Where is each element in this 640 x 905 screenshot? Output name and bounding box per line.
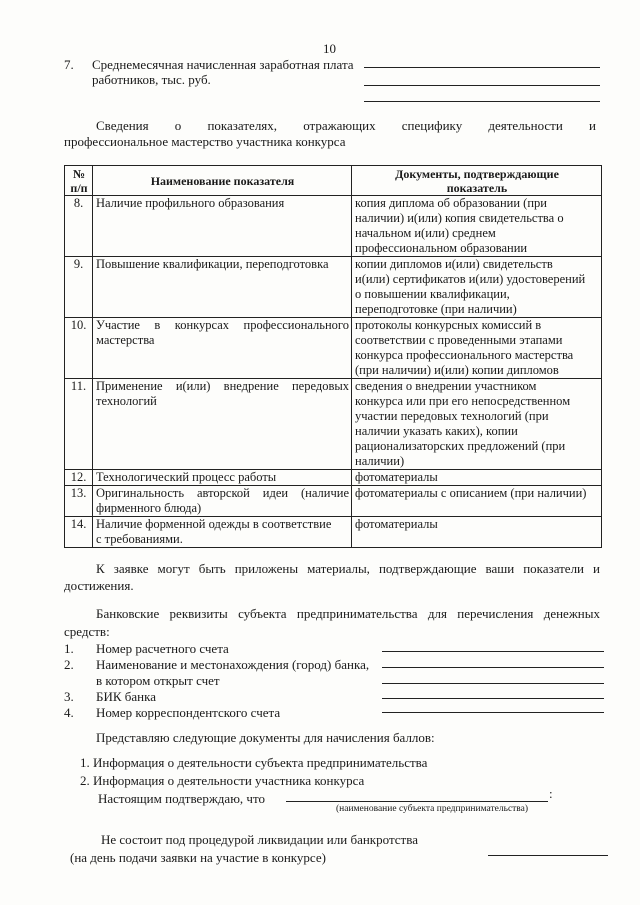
item7-answer-line-2[interactable]: [364, 85, 600, 86]
page-number: 10: [323, 41, 336, 56]
row-name-line: Оригинальность авторской идеи (наличие: [96, 486, 349, 500]
confirm-colon: :: [549, 786, 553, 801]
header-number-line2: п/п: [70, 180, 88, 195]
row-number: 10.: [65, 318, 93, 379]
header-docs-line1: Документы, подтверждающие: [395, 166, 559, 181]
table-row: [65, 257, 602, 318]
row-name: [93, 517, 352, 548]
header-name: Наименование показателя: [93, 166, 352, 196]
item7-label-line2: работников, тыс. руб.: [92, 72, 211, 87]
row-docs-line: наличии) и(или) копия свидетельства о: [355, 211, 564, 225]
bank-item-number: 2.: [64, 657, 74, 672]
indicators-table: [64, 165, 602, 548]
header-docs: [352, 166, 602, 196]
intro-word: специфику: [401, 118, 463, 133]
row-name-line: с требованиями.: [96, 532, 183, 546]
row-name-line: Применение и(или) внедрение передовых: [96, 379, 349, 393]
item7-number: 7.: [64, 57, 74, 72]
row-name-line: фирменного блюда): [96, 501, 202, 515]
row-name: [93, 318, 352, 379]
liquidation-input-line[interactable]: [488, 855, 608, 856]
attach-note-line2: достижения.: [64, 578, 134, 593]
item7-label-line1: Среднемесячная начисленная заработная плата: [92, 57, 354, 72]
bank-account-input-line[interactable]: [382, 651, 604, 652]
documents-item-2: 2. Информация о деятельности участника конкурса: [80, 773, 365, 788]
row-name: [93, 196, 352, 257]
bank-intro-line2: средств:: [64, 624, 110, 639]
bank-intro-line1: Банковские реквизиты субъекта предпринимательства для перечисления денежных: [96, 606, 600, 621]
row-docs-line: участии передовых технологий (при: [355, 409, 549, 423]
row-name: [93, 379, 352, 470]
bank-item-number: 3.: [64, 689, 74, 704]
indicators-intro-line1: [96, 118, 596, 133]
row-name-line: технологий: [96, 394, 157, 408]
intro-word: Сведения: [96, 118, 149, 133]
row-docs-line: (при наличии) и(или) копии дипломов: [355, 363, 559, 377]
bank-name-input-line[interactable]: [382, 667, 604, 668]
row-number: 9.: [65, 257, 93, 318]
confirm-caption: (наименование субъекта предпринимательства): [336, 804, 529, 814]
indicators-intro-line2: профессиональное мастерство участника конкурса: [64, 134, 346, 149]
row-docs-line: профессиональном образовании: [355, 241, 528, 255]
row-docs-line: переподготовке (при наличии): [355, 302, 517, 316]
row-number: 8.: [65, 196, 93, 257]
row-number: 11.: [65, 379, 93, 470]
liquidation-line1: Не состоит под процедурой ликвидации или банкротства: [101, 832, 418, 847]
confirm-entity-input-line[interactable]: [286, 801, 548, 802]
bank-item-label-account: Номер расчетного счета: [96, 641, 229, 656]
row-docs-line: конкурса профессионального мастерства: [355, 348, 574, 362]
header-number: [65, 166, 93, 196]
intro-word: о: [174, 118, 182, 133]
bank-corr-account-input-line[interactable]: [382, 712, 604, 713]
attach-note-line1: К заявке могут быть приложены материалы, подтверждающие ваши показатели и: [96, 561, 600, 576]
table-row: [65, 196, 602, 257]
intro-word: и: [588, 118, 596, 133]
bank-location-input-line[interactable]: [382, 683, 604, 684]
row-name-line: Наличие форменной одежды в соответствие: [96, 517, 332, 531]
row-docs-line: наличии указать каких), копии: [355, 424, 518, 438]
bank-bik-input-line[interactable]: [382, 698, 604, 699]
header-docs-line2: показатель: [446, 180, 508, 195]
bank-item-label-bik: БИК банка: [96, 689, 157, 704]
row-name-line: мастерства: [96, 333, 155, 347]
row-number: 12.: [65, 470, 93, 486]
table-row: [65, 318, 602, 379]
bank-item-number: 4.: [64, 705, 74, 720]
row-docs-line: о повышении квалификации,: [355, 287, 510, 301]
liquidation-line2: (на день подачи заявки на участие в конкурсе): [70, 850, 326, 865]
table-row: [65, 517, 602, 548]
row-docs-line: и(или) сертификатов и(или) удостоверений: [355, 272, 586, 286]
item7-answer-line-1[interactable]: [364, 67, 600, 68]
row-docs: [352, 486, 602, 517]
confirm-text: Настоящим подтверждаю, что: [98, 791, 265, 806]
bank-item-label-bank-name: Наименование и местонахождения (город) банка,: [96, 657, 370, 672]
row-docs-line: рационализаторских предложений (при: [355, 439, 566, 453]
bank-item-label-bank-name-line2: в котором открыт счет: [96, 673, 220, 688]
row-docs: [352, 379, 602, 470]
row-docs-line: протоколы конкурсных комиссий в: [355, 318, 542, 332]
documents-item-1: 1. Информация о деятельности субъекта предпринимательства: [80, 755, 428, 770]
row-name-line: Технологический процесс работы: [96, 470, 277, 484]
row-name: [93, 470, 352, 486]
row-docs-line: соответствии с проведенными этапами: [355, 333, 563, 347]
row-docs-line: конкурса или при его непосредственном: [355, 394, 571, 408]
row-name-line: Участие в конкурсах профессионального: [96, 318, 349, 332]
row-docs: [352, 318, 602, 379]
row-docs: [352, 257, 602, 318]
documents-intro: Представляю следующие документы для начисления баллов:: [96, 730, 435, 745]
row-docs-line: фотоматериалы с описанием (при наличии): [355, 486, 587, 500]
row-docs-line: фотоматериалы: [355, 517, 438, 531]
row-docs-line: сведения о внедрении участником: [355, 379, 537, 393]
row-name-line: Наличие профильного образования: [96, 196, 285, 210]
row-number: 14.: [65, 517, 93, 548]
table-header-row: [65, 166, 602, 196]
row-docs-line: фотоматериалы: [355, 470, 438, 484]
row-docs-line: начальном и(или) среднем: [355, 226, 496, 240]
row-docs: [352, 470, 602, 486]
row-name: [93, 257, 352, 318]
row-number: 13.: [65, 486, 93, 517]
intro-word: деятельности: [488, 118, 563, 133]
header-number-line1: №: [72, 166, 86, 181]
row-docs-line: копия диплома об образовании (при: [355, 196, 547, 210]
row-docs: [352, 517, 602, 548]
row-name: [93, 486, 352, 517]
row-docs: [352, 196, 602, 257]
table-row: [65, 379, 602, 470]
table-row: [65, 470, 602, 486]
bank-item-label-corr-account: Номер корреспондентского счета: [96, 705, 281, 720]
table-row: [65, 486, 602, 517]
row-name-line: Повышение квалификации, переподготовка: [96, 257, 329, 271]
intro-word: отражающих: [303, 118, 376, 133]
row-docs-line: копии дипломов и(или) свидетельств: [355, 257, 553, 271]
intro-word: показателях,: [207, 118, 278, 133]
bank-item-number: 1.: [64, 641, 74, 656]
item7-answer-line-3[interactable]: [364, 101, 600, 102]
row-docs-line: наличии): [355, 454, 405, 468]
